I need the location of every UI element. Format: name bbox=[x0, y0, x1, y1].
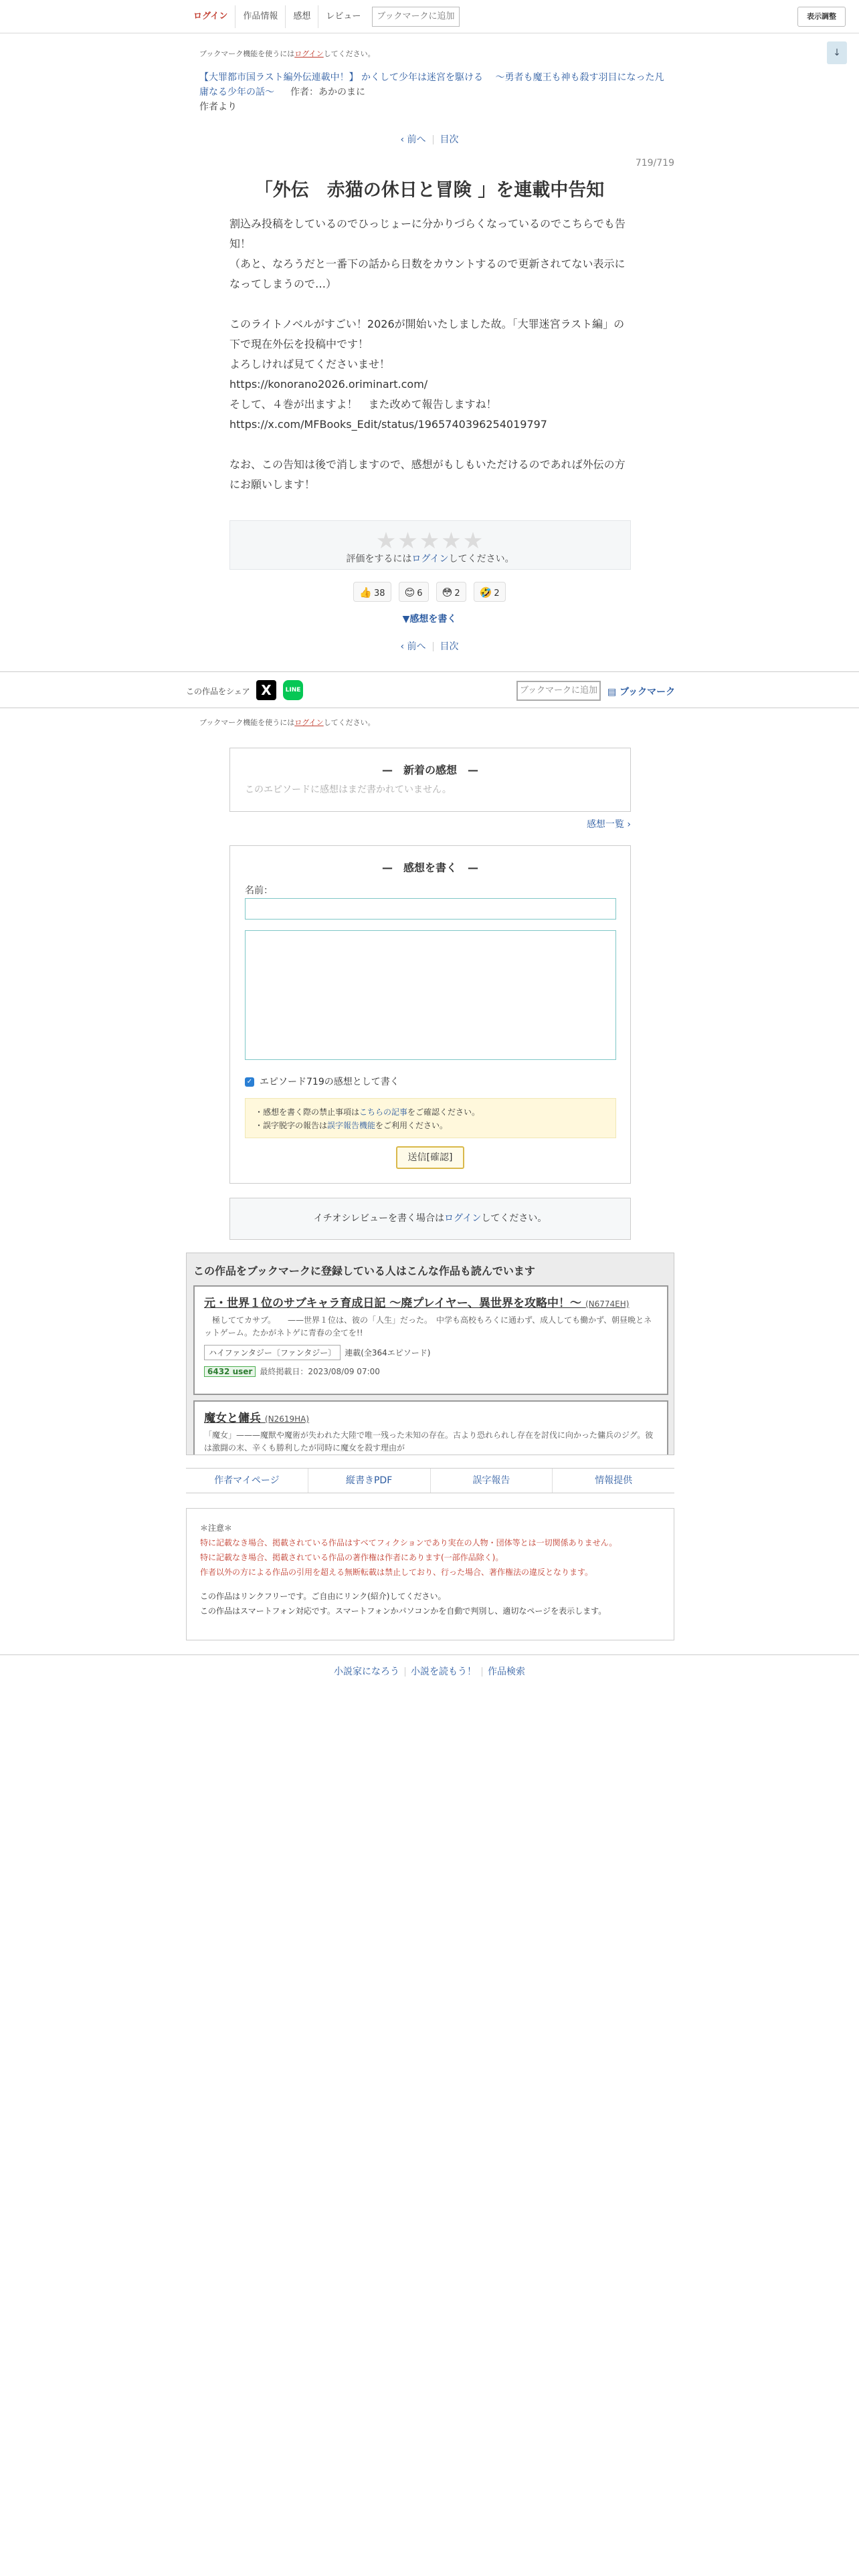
reprint-warning: 作者以外の方による作品の引用を超える無断転載は禁止しており、行った場合、著作権法の違反となります。 bbox=[200, 1568, 593, 1577]
note-text: をご利用ください。 bbox=[375, 1121, 448, 1130]
author-page-link[interactable]: 作者マイページ bbox=[214, 1475, 280, 1486]
link-free-text: この作品はリンクフリーです。ご自由にリンク(紹介)してください。 bbox=[200, 1592, 446, 1601]
bottom-links bbox=[0, 1654, 859, 1688]
checkbox-label: エピソード719の感想として書く bbox=[260, 1077, 399, 1087]
body-paragraph: このライトノベルがすごい！2026が開始いたしました故。「大罪迷宮ラスト編」の下で現在外伝を投稿中です！ bbox=[229, 318, 625, 350]
prev-link[interactable]: ‹ 前へ bbox=[400, 641, 426, 652]
body-paragraph: 割込み投稿をしているのでひっじょーに分かりづらくなっているのでこちらでも告知！ bbox=[229, 217, 626, 250]
scroll-down-button[interactable]: ↓ bbox=[827, 41, 847, 64]
reaction-bar bbox=[0, 582, 859, 602]
rating-text: 評価をするには bbox=[346, 554, 412, 564]
name-input[interactable] bbox=[245, 898, 616, 920]
rules-link[interactable]: こちらの記事 bbox=[359, 1107, 408, 1117]
note-line bbox=[255, 1119, 606, 1132]
recommend-title[interactable] bbox=[204, 1293, 658, 1310]
top-nav bbox=[186, 5, 460, 28]
review-text: イチオシレビューを書く場合は bbox=[313, 1213, 445, 1224]
status-text: 連載(全364エピソード) bbox=[345, 1348, 431, 1358]
reaction-count: 6 bbox=[417, 588, 423, 599]
thumbs-up-icon: 👍 bbox=[359, 586, 373, 599]
rating-stars[interactable]: ★★★★★ bbox=[375, 528, 485, 554]
latest-heading: — 新着の感想 — bbox=[381, 764, 478, 776]
recommend-ncode: (N2619HA) bbox=[264, 1414, 310, 1424]
review-link[interactable]: レビュー bbox=[318, 5, 368, 28]
notice-text: してください。 bbox=[323, 718, 375, 727]
notice-text: ブックマーク機能を使うには bbox=[199, 49, 295, 58]
recommend-title-text[interactable]: 魔女と傭兵 bbox=[204, 1412, 261, 1425]
name-label: 名前： bbox=[245, 885, 273, 896]
body-paragraph: よろしければ見てくださいませ！ bbox=[229, 358, 391, 370]
spacer bbox=[200, 1580, 660, 1589]
latest-empty-text: このエピソードに感想はまだ書かれていません。 bbox=[245, 784, 452, 795]
write-impression-toggle[interactable]: ▼感想を書く bbox=[402, 614, 457, 625]
laughing-icon: 🤣 bbox=[479, 586, 492, 599]
footnote-box bbox=[186, 1508, 674, 1640]
author-label: 作者： bbox=[290, 87, 318, 98]
author-name: あかのまに bbox=[318, 87, 365, 98]
typo-report-link[interactable]: 誤字報告 bbox=[430, 1469, 553, 1493]
recommend-section[interactable] bbox=[186, 1253, 674, 1455]
recommend-desc: 「魔女」———魔獣や魔術が失われた大陸で唯一残った未知の存在。古より恐れられし存在を討伐に向かった傭兵のジグ。彼は激闘の末、辛くも勝利したが同時に魔女を殺す理由が bbox=[204, 1430, 654, 1453]
line-share-icon[interactable]: LINE bbox=[283, 680, 303, 700]
note-text: ・誤字脱字の報告は bbox=[255, 1121, 328, 1130]
from-author-label: 作者より bbox=[199, 102, 237, 112]
form-notes bbox=[245, 1098, 616, 1138]
rating-text: してください。 bbox=[448, 554, 514, 564]
recommend-desc: 極しててカサブ。 ——世界１位は、彼の「人生」だった。 中学も高校もろくに通わず、成人しても働かず、朝昼晩とネットゲーム。たかがネトゲに青春の全てを!! bbox=[204, 1315, 652, 1337]
recommend-title-text[interactable]: 元・世界１位のサブキャラ育成日記 〜廃プレイヤー、異世界を攻略中！〜 bbox=[204, 1297, 582, 1310]
bookmark-notice bbox=[199, 48, 375, 59]
updated-text: 最終掲載日：2023/08/09 07:00 bbox=[260, 1367, 380, 1376]
bookmark-add-button[interactable]: ブックマークに追加 bbox=[372, 7, 459, 27]
pager-top bbox=[0, 132, 859, 146]
bookmark-add-button[interactable]: ブックマークに追加 bbox=[516, 681, 601, 701]
reaction-button[interactable] bbox=[399, 582, 429, 602]
rating-box bbox=[229, 520, 631, 570]
top-bar bbox=[0, 0, 859, 33]
episode-title: 「外伝 赤猫の休日と冒険 」を連載中告知 bbox=[254, 180, 605, 201]
toc-link[interactable]: 目次 bbox=[440, 641, 459, 652]
note-text: をご確認ください。 bbox=[407, 1107, 480, 1117]
reaction-button[interactable] bbox=[436, 582, 466, 602]
episode-body bbox=[229, 214, 631, 495]
note-text: ・感想を書く際の禁止事項は bbox=[255, 1107, 360, 1117]
body-paragraph: そして、４巻が出ますよ！ また改めて報告しますね！ bbox=[229, 398, 497, 411]
share-label: この作品をシェア bbox=[186, 687, 250, 696]
display-settings-button[interactable]: 表示調整 bbox=[797, 7, 846, 27]
smartphone-text: この作品はスマートフォン対応です。スマートフォンかパソコンかを自動で判別し、適切なページを表示します。 bbox=[200, 1606, 607, 1616]
impressions-list-link[interactable]: 感想一覧 › bbox=[586, 819, 631, 830]
reaction-count: 38 bbox=[374, 588, 385, 599]
prev-link[interactable]: ‹ 前へ bbox=[400, 134, 426, 145]
disclaimer-text: 特に記載なき場合、掲載されている作品はすべてフィクションであり実在の人物・団体等とは一切関係ありません。 bbox=[200, 1538, 617, 1547]
recommend-item[interactable] bbox=[193, 1285, 668, 1395]
body-paragraph bbox=[229, 294, 631, 314]
yomou-link[interactable]: 小説を読もう！ bbox=[411, 1667, 476, 1677]
recommend-meta bbox=[204, 1366, 658, 1377]
search-link[interactable]: 作品検索 bbox=[488, 1667, 525, 1677]
review-login-link[interactable]: ログイン bbox=[444, 1213, 482, 1224]
genre-tag[interactable]: ハイファンタジー〔ファンタジー〕 bbox=[204, 1345, 341, 1360]
toc-link[interactable]: 目次 bbox=[440, 134, 459, 145]
flushed-icon: 😳 bbox=[442, 586, 453, 599]
impression-textarea[interactable] bbox=[245, 930, 616, 1060]
body-paragraph bbox=[229, 435, 631, 455]
login-link[interactable]: ログイン bbox=[193, 11, 228, 21]
rating-notice bbox=[230, 552, 630, 565]
series-title-link[interactable]: 【大罪都市国ラスト編外伝連載中！】 かくして少年は迷宮を駆ける 〜勇者も魔王も神も殺す羽目になった凡庸なる少年の話〜 bbox=[199, 72, 664, 98]
x-share-icon[interactable]: X bbox=[256, 680, 276, 700]
pager-bottom bbox=[0, 639, 859, 653]
recommend-heading: この作品をブックマークに登録している人はこんな作品も読んでいます bbox=[193, 1265, 535, 1277]
share-bar bbox=[0, 671, 859, 708]
latest-impressions bbox=[229, 748, 631, 812]
note-line bbox=[255, 1105, 606, 1119]
form-heading: — 感想を書く — bbox=[381, 861, 478, 874]
episode-number: 719/719 bbox=[635, 158, 674, 169]
reaction-button[interactable] bbox=[353, 582, 391, 602]
recommend-ncode: (N6774EH) bbox=[585, 1299, 630, 1309]
review-notice bbox=[229, 1198, 631, 1240]
reaction-count: 2 bbox=[454, 588, 460, 599]
episode-checkbox-row[interactable] bbox=[245, 1075, 399, 1088]
bookmark-notice bbox=[199, 717, 375, 728]
typo-report-link[interactable]: 誤字報告機能 bbox=[327, 1121, 376, 1130]
notice-login-link[interactable]: ログイン bbox=[294, 49, 324, 58]
body-paragraph: https://x.com/MFBooks_Edit/status/1965740396254019797 bbox=[229, 418, 547, 431]
review-text: してください。 bbox=[481, 1213, 547, 1224]
vertical-pdf-link[interactable]: 縦書きPDF bbox=[308, 1469, 430, 1493]
reaction-count: 2 bbox=[494, 588, 500, 599]
body-paragraph: （あと、なろうだと一番下の話から日数をカウントするので更新されてない表示になってしまうので…） bbox=[229, 257, 626, 290]
footnote-title: ＊注意＊ bbox=[200, 1523, 233, 1533]
rating-login-link[interactable]: ログイン bbox=[411, 554, 449, 564]
check-icon[interactable]: ✓ bbox=[245, 1077, 254, 1087]
notice-text: してください。 bbox=[323, 49, 375, 58]
footer-nav bbox=[186, 1468, 674, 1493]
body-paragraph: なお、この告知は後で消しますので、感想がもしもいただけるのであれば外伝の方にお願いします！ bbox=[229, 458, 626, 491]
impressions-link[interactable]: 感想 bbox=[285, 5, 318, 28]
notice-login-link[interactable]: ログイン bbox=[294, 718, 324, 727]
work-info-link[interactable]: 作品情報 bbox=[235, 5, 285, 28]
user-count-badge: 6432 user bbox=[204, 1366, 256, 1377]
series-info bbox=[199, 70, 668, 114]
bookmark-link[interactable]: ▤ ブックマーク bbox=[607, 687, 676, 697]
recommend-tags bbox=[204, 1345, 658, 1360]
recommend-item[interactable] bbox=[193, 1400, 668, 1455]
reaction-button[interactable] bbox=[474, 582, 506, 602]
info-provide-link[interactable]: 情報提供 bbox=[552, 1469, 674, 1493]
body-paragraph: https://konorano2026.oriminart.com/ bbox=[229, 378, 428, 391]
copyright-text: 特に記載なき場合、掲載されている作品の著作権は作者にあります(一部作品除く)。 bbox=[200, 1553, 504, 1562]
submit-button[interactable]: 送信[確認] bbox=[396, 1146, 464, 1169]
syosetu-home-link[interactable]: 小説家になろう bbox=[334, 1667, 399, 1677]
notice-text: ブックマーク機能を使うには bbox=[199, 718, 295, 727]
smile-icon: 😊 bbox=[404, 586, 415, 599]
impression-form bbox=[229, 845, 631, 1184]
recommend-title[interactable] bbox=[204, 1408, 658, 1425]
